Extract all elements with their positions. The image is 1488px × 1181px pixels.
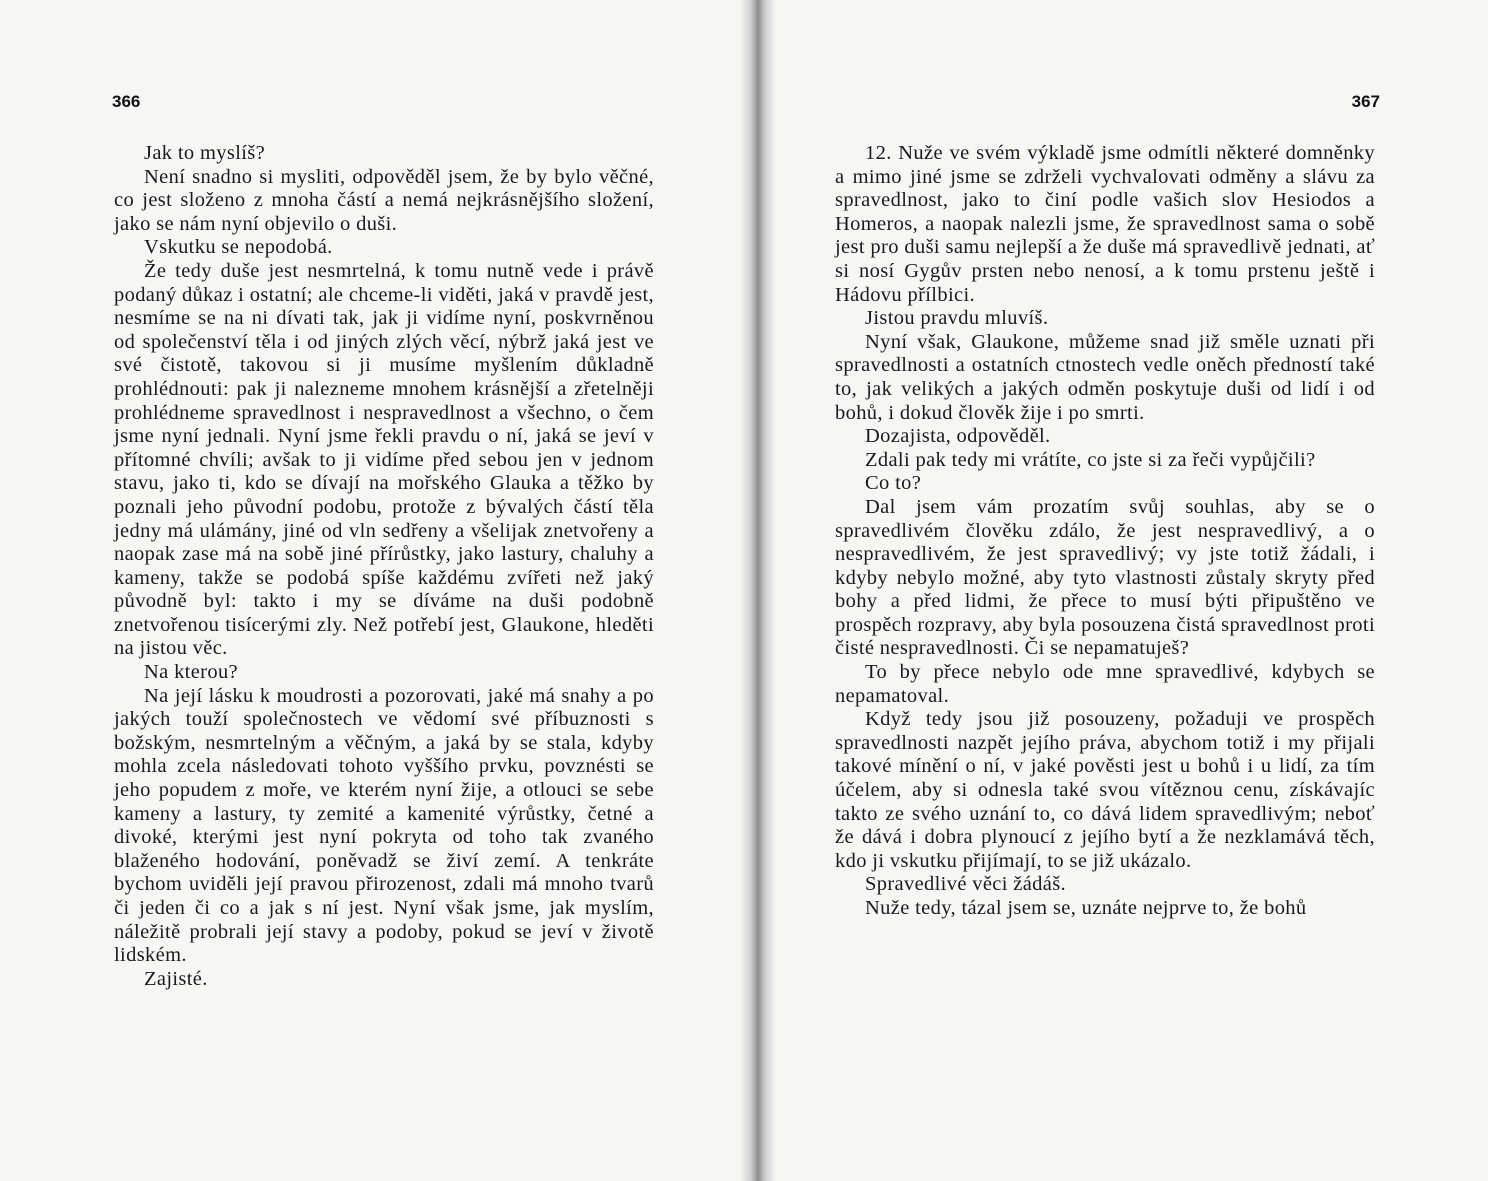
- paragraph: Na kterou?: [144, 661, 238, 684]
- paragraph: 12. Nuže ve svém výkladě jsme odmítli některé domněnky a mimo jiné jsme se zdrželi vychvalovati odměny a slávu za spravedlnost, jako to činí podle vašich slov Hesiodos a Homeros, a naopak nalezli jsme, že spravedlnost sama o sobě jest pro duši samu nejlepší a že duše má spravedlivě jednati, ať si nosí Gygův prsten nebo nenosí, a k tomu prstenu ještě i Hádovu přílbici.: [835, 142, 1375, 306]
- page-number: 366: [112, 92, 141, 111]
- paragraph: Spravedlivé věci žádáš.: [865, 873, 1067, 896]
- paragraph: Dal jsem vám prozatím svůj souhlas, aby se o spravedlivém člověku zdálo, že jest nespravedlivý, a o nespravedlivém, že jest spravedlivý; vy jste totiž žádali, i kdyby nebylo možné, aby tyto vlastnosti zůstaly skryty před bohy a před lidmi, že přece to musí býti připuštěno ve prospěch rozpravy, aby byla posouzena čistá spravedlnost proti čisté nespravedlnosti. Či se nepamatuješ?: [835, 495, 1375, 660]
- paragraph: Jak to myslíš?: [144, 142, 266, 164]
- paragraph: Zajisté.: [144, 967, 208, 990]
- paragraph: To by přece nebylo ode mne spravedlivé, kdybych se nepamatoval.: [835, 661, 1375, 707]
- book-gutter: [740, 0, 776, 1181]
- paragraph: Nyní však, Glaukone, můžeme snad již směle uznati při spravedlnosti a ostatních ctnostech vedle oněch předností také to, jak velikých a jakých odměn poskytuje duši od lidí i od bohů, i dokud člověk žije i po smrti.: [835, 330, 1375, 424]
- paragraph: Není snadno si mysliti, odpověděl jsem, že by bylo věčné, co jest složeno z mnoha částí a nemá nejkrásnějšího složení, jako se nám nyní objevilo o duši.: [114, 165, 654, 235]
- page-number: 367: [1351, 92, 1380, 111]
- paragraph: Na její lásku k moudrosti a pozorovati, jaké má snahy a po jakých touží společnostech ve vědomí své příbuznosti s božským, nesmrtelným a věčným, a jaká by se stala, kdyby mohla zcela následovati tohoto vyššího prvku, povznésti se jeho popudem z moře, ve kterém nyní žije, a otlouci se sebe kameny a lastury, ty zemité a kamenité výrůstky, četné a divoké, kterými jest nyní pokryta od toho tak zvaného blaženého hodování, poněvadž se živí zemí. A tenkráte bychom uviděli její pravou přirozenost, zdali má mnoho tvarů či jeden či co a jak s ní jest. Nyní však jsme, jak myslím, náležitě probrali její stavy a podoby, pokud se jeví v životě lidském.: [114, 684, 654, 967]
- paragraph: Když tedy jsou již posouzeny, požaduji ve prospěch spravedlnosti nazpět jejího práva, abychom totiž i my přijali takové mínění o ní, v jaké pověsti jest u bohů i u lidí, za tím účelem, aby si odnesla také svou vítěznou cenu, získávajíc takto ze svého uznání to, co dává lidem spravedlivým; neboť že dává i dobra plynoucí z jejího bytí a že nezklamává těch, kdo ji vskutku přijímají, to se již ukázalo.: [835, 708, 1375, 872]
- paragraph: Zdali pak tedy mi vrátíte, co jste si za řeči vypůjčili?: [865, 448, 1316, 471]
- right-page: [764, 0, 1488, 1181]
- paragraph: Co to?: [865, 472, 922, 495]
- paragraph: Vskutku se nepodobá.: [144, 236, 333, 259]
- paragraph: Nuže tedy, tázal jsem se, uznáte nejprve to, že bohů: [865, 897, 1307, 919]
- paragraph: Že tedy duše jest nesmrtelná, k tomu nutně vede i právě podaný důkaz i ostatní; ale chceme-li viděti, jaká v pravdě jest, nesmíme se na ni dívati tak, jak ji vidíme nyní, poskvrněnou od společenství těla i od jiných zlých věcí, nýbrž jaká jest ve své čistotě, takovou si ji musíme myšlením důkladně prohlédnouti: pak ji nalezneme mnohem krásnější a zřetelněji prohlédneme spravedlnost i nespravedlnost a všechno, o čem jsme nyní jednali. Nyní jsme řekli pravdu o ní, jaká se jeví v přítomné chvíli; avšak to ji vidíme před sebou jen v jednom stavu, jako ti, kdo se dívají na mořského Glauka a těžko by poznali jeho původní podobu, protože z bývalých částí těla jedny má ulámány, jiné od vln sedřeny a všelijak znetvořeny a naopak zase má na sobě jiné přírůstky, jako lastury, chaluhy a kameny, takže se podobá spíše každému zvířeti než jaký původně byl: takto i my se díváme na duši podobně znetvořenou tisícerými zly. Než potřebí jest, Glaukone, hleděti na jistou věc.: [114, 259, 654, 660]
- paragraph: Jistou pravdu mluvíš.: [865, 307, 1049, 330]
- page-body: [835, 142, 1375, 921]
- page-body: [114, 142, 654, 991]
- paragraph: Dozajista, odpověděl.: [865, 425, 1051, 448]
